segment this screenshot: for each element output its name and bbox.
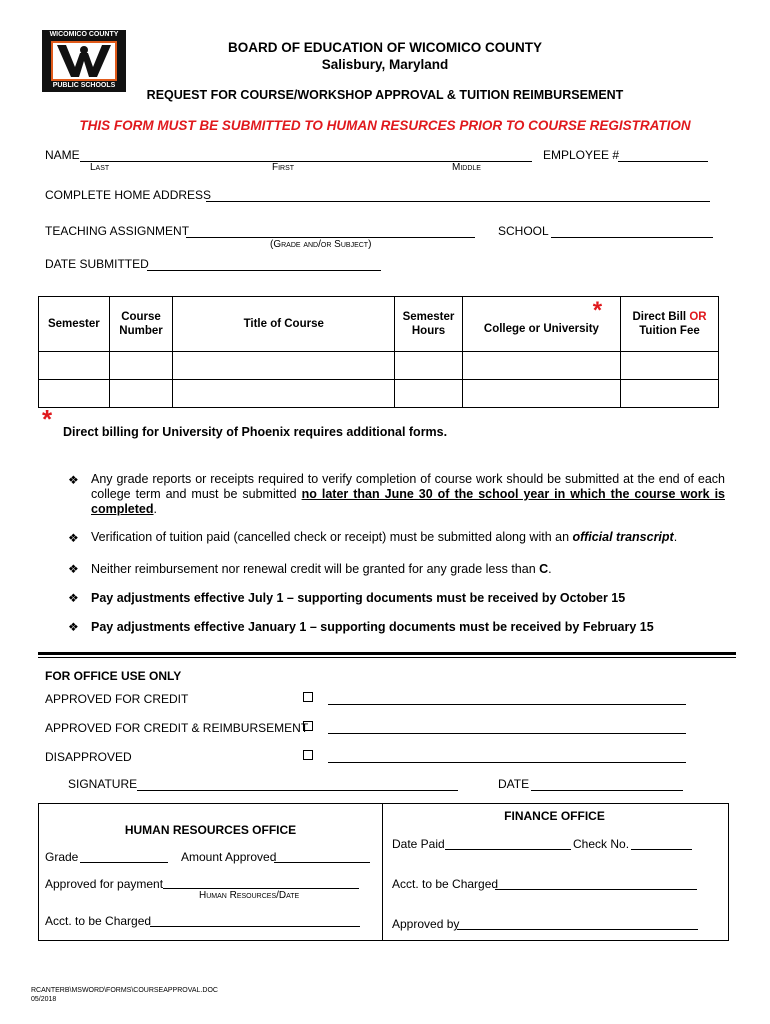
bullet-icon: ❖ <box>68 531 79 545</box>
table-asterisk: * <box>592 297 603 324</box>
approved-reimb-checkbox[interactable] <box>303 721 313 731</box>
note-text: Direct billing for University of Phoenix requires additional forms. <box>63 425 448 439</box>
cell-hours[interactable] <box>395 352 463 380</box>
footer-date: 05/2018 <box>31 996 57 1003</box>
office-heading: FOR OFFICE USE ONLY <box>45 669 182 683</box>
header-semester: Semester <box>39 297 110 352</box>
teaching-field[interactable] <box>186 237 475 238</box>
first-label: First <box>272 162 295 173</box>
teaching-label: TEACHING ASSIGNMENT <box>45 224 190 238</box>
finance-date-paid-line[interactable] <box>445 849 571 850</box>
finance-check-label: Check No. <box>573 837 630 851</box>
cell-payment[interactable] <box>621 380 719 408</box>
finance-check-line[interactable] <box>631 849 692 850</box>
bullet-july: Pay adjustments effective July 1 – supporting documents must be received by October 15 <box>91 591 626 605</box>
disapproved-line[interactable] <box>328 762 686 763</box>
date-submitted-label: DATE SUBMITTED <box>45 257 149 271</box>
header-title: Title of Course <box>173 297 395 352</box>
office-date-label: DATE <box>498 777 530 791</box>
footer-path: RCANTERB\MSWORD\FORMS\COURSEAPPROVAL.DOC <box>31 987 218 994</box>
header-course-number: Course Number <box>109 297 173 352</box>
bullet-verification: Verification of tuition paid (cancelled check or receipt) must be submitted along with an official transcript. <box>91 530 678 544</box>
finance-acct-label: Acct. to be Charged <box>392 877 499 891</box>
bullet-grade-reports: Any grade reports or receipts required to verify completion of course work should be submitted at the end of each college term and must be submitted no later than June 30 of the school year in which the course work is completed. <box>91 472 725 516</box>
cell-college[interactable] <box>462 380 620 408</box>
location-subtitle: Salisbury, Maryland <box>321 57 449 72</box>
finance-heading: FINANCE OFFICE <box>504 809 605 823</box>
office-divider-thin <box>38 657 736 658</box>
notice: THIS FORM MUST BE SUBMITTED TO HUMAN RESURCES PRIOR TO COURSE REGISTRATION <box>79 118 691 133</box>
approved-reimb-line[interactable] <box>328 733 686 734</box>
signature-label: SIGNATURE <box>68 777 138 791</box>
hr-amount-line[interactable] <box>274 862 370 863</box>
cell-course-number[interactable] <box>109 352 173 380</box>
finance-approved-label: Approved by <box>392 917 460 931</box>
date-submitted-field[interactable] <box>147 270 381 271</box>
school-field[interactable] <box>551 237 713 238</box>
hr-approved-payment-line[interactable] <box>163 888 359 889</box>
middle-label: Middle <box>452 162 481 173</box>
cell-college[interactable] <box>462 352 620 380</box>
bullet-icon: ❖ <box>68 473 79 487</box>
hr-approved-payment-label: Approved for payment <box>45 877 164 891</box>
approved-credit-checkbox[interactable] <box>303 692 313 702</box>
bullet-icon: ❖ <box>68 591 79 605</box>
hr-date-caption: Human Resources/Date <box>199 890 300 901</box>
bullet-icon: ❖ <box>68 620 79 634</box>
table-row <box>39 352 719 380</box>
hr-grade-label: Grade <box>45 850 79 864</box>
bullet-minimum-grade: Neither reimbursement nor renewal credit will be granted for any grade less than C. <box>91 562 552 576</box>
table-row <box>39 380 719 408</box>
address-field[interactable] <box>206 201 710 202</box>
bullet-january: Pay adjustments effective January 1 – supporting documents must be received by February 15 <box>91 620 654 634</box>
logo-bottom-text: PUBLIC SCHOOLS <box>52 82 116 89</box>
disapproved-label: DISAPPROVED <box>45 750 132 764</box>
hr-heading: HUMAN RESOURCES OFFICE <box>124 823 297 837</box>
cell-title[interactable] <box>173 352 395 380</box>
bullet-icon: ❖ <box>68 562 79 576</box>
office-date-line[interactable] <box>531 790 683 791</box>
finance-approved-line[interactable] <box>457 929 698 930</box>
hr-acct-label: Acct. to be Charged <box>45 914 152 928</box>
board-title: BOARD OF EDUCATION OF WICOMICO COUNTY <box>228 40 542 55</box>
hr-acct-line[interactable] <box>150 926 360 927</box>
cell-course-number[interactable] <box>109 380 173 408</box>
cell-title[interactable] <box>173 380 395 408</box>
office-divider <box>38 652 736 655</box>
employee-field[interactable] <box>618 161 708 162</box>
name-label: NAME <box>45 148 80 162</box>
logo-top-text: WICOMICO COUNTY <box>49 31 119 38</box>
signature-line[interactable] <box>137 790 458 791</box>
approved-reimb-label: APPROVED FOR CREDIT & REIMBURSEMENT <box>45 721 309 735</box>
finance-acct-line[interactable] <box>495 889 697 890</box>
grade-subject-label: (Grade and/or Subject) <box>270 239 372 250</box>
form-title: REQUEST FOR COURSE/WORKSHOP APPROVAL & TUITION REIMBURSEMENT <box>146 88 624 102</box>
header-semester-hours: Semester Hours <box>395 297 463 352</box>
cell-hours[interactable] <box>395 380 463 408</box>
hr-amount-label: Amount Approved <box>181 850 277 864</box>
header-payment: Direct Bill OR Tuition Fee <box>621 297 719 352</box>
disapproved-checkbox[interactable] <box>303 750 313 760</box>
employee-label: EMPLOYEE # <box>543 148 620 162</box>
hr-grade-line[interactable] <box>80 862 168 863</box>
approved-credit-line[interactable] <box>328 704 686 705</box>
cell-payment[interactable] <box>621 352 719 380</box>
cell-semester[interactable] <box>39 352 110 380</box>
course-table <box>38 296 719 408</box>
note-asterisk: * <box>42 404 53 434</box>
header-college: College or University * <box>462 297 620 352</box>
address-label: COMPLETE HOME ADDRESS <box>45 188 212 202</box>
finance-date-paid-label: Date Paid <box>392 837 445 851</box>
school-label: SCHOOL <box>498 224 549 238</box>
approved-credit-label: APPROVED FOR CREDIT <box>45 692 189 706</box>
last-label: Last <box>90 162 110 173</box>
box-divider <box>382 803 383 940</box>
